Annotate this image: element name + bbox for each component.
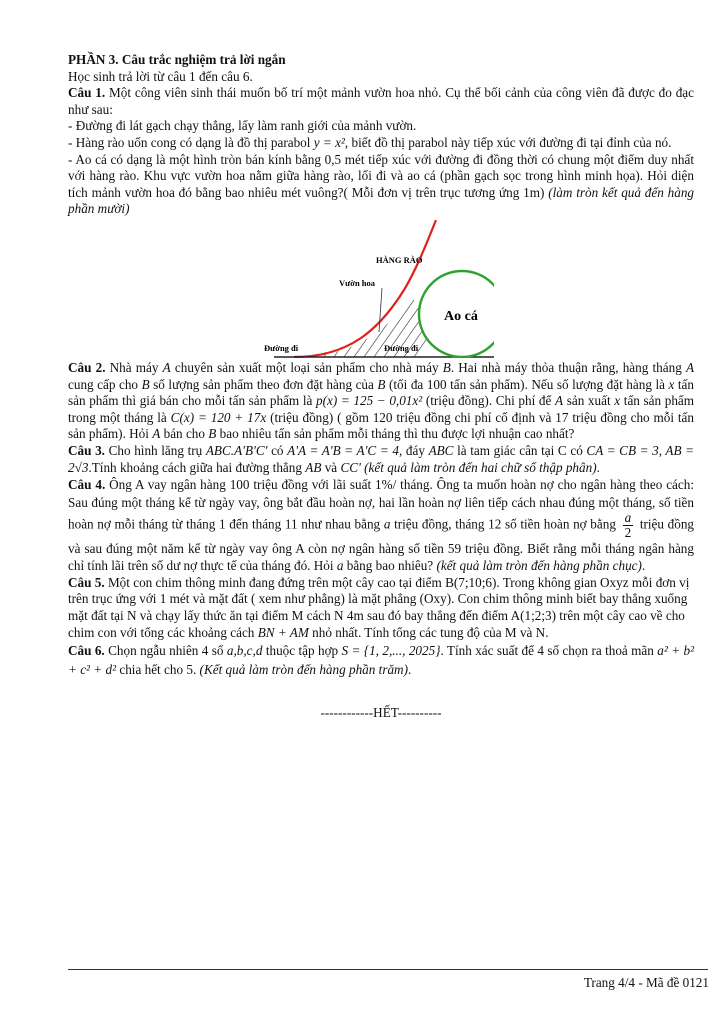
end-mark: ------------HẾT---------- xyxy=(320,705,442,721)
cost-function: C(x) = 120 + 17x xyxy=(170,409,267,425)
q1-bullet-3: - Ao cá có dạng là một hình tròn bán kính bằng 0,5 mét tiếp xúc với đường đi đồng thời có chung một điểm duy nhất với hàng rào. Khu vực vườn hoa nằm giữa hàng rào, lối đi và ao cá (phần gạch sọc trong hình minh họa). Hỏi diện tích mảnh vườn hoa đó bằng bao nhiêu mét vuông?( Mỗi đơn vị trên trục tương ứng 1m) (làm tròn kết quả đến hàng phần mười) xyxy=(68,151,695,217)
garden-illustration xyxy=(254,220,494,358)
fence-label: HÀNG RÀO xyxy=(376,254,423,265)
section-title: PHẦN 3. Câu trắc nghiệm trả lời ngắn xyxy=(68,52,286,67)
question-3: Câu 3. Cho hình lăng trụ ABC.A'B'C' có A'A = A'B = A'C = 4, đáy ABC là tam giác cân tại C có CA = CB = 3, AB = 2√3.Tính khoảng cách giữa hai đường thẳng AB và CC' (kết quả làm tròn đến hai chữ số thập phân). xyxy=(68,442,695,475)
garden-pointer xyxy=(379,288,382,332)
question-1: Câu 1. Một công viên sinh thái muốn bố trí một mảnh vườn hoa nhỏ. Cụ thể bối cảnh của công viên đã được đo đạc như sau: xyxy=(68,85,695,117)
question-label: Câu 1. xyxy=(68,85,106,101)
q1-figure xyxy=(68,220,694,358)
price-function: p(x) = 125 − 0,01x² xyxy=(315,393,423,409)
road-label-left: Đường đi xyxy=(264,342,299,353)
fence-curve xyxy=(294,220,436,357)
parabol-equation: y = x² xyxy=(313,134,345,150)
question-label: Câu 3. xyxy=(68,442,105,458)
road-label-right: Đường đi xyxy=(384,342,419,353)
garden-label: Vườn hoa xyxy=(339,277,376,288)
pond-label: Ao cá xyxy=(444,308,478,324)
fraction-a-over-2: $\frac{a}{2}$ xyxy=(624,509,632,540)
question-6: Câu 6. Chọn ngẫu nhiên 4 số a,b,c,d thuộc tập hợp S = {1, 2,..., 2025}. Tính xác suất để 4 số chọn ra thoả mãn a² + b² + c² + d² chia hết cho 5. (Kết quả làm tròn đến hàng phần trăm). xyxy=(68,643,695,678)
exam-page xyxy=(68,52,694,722)
question-2: Câu 2. Nhà máy A chuyên sản xuất một loại sản phẩm cho nhà máy B. Hai nhà máy thỏa thuận rằng, hàng tháng A cung cấp cho B số lượng sản phẩm theo đơn đặt hàng của B (tối đa 100 tấn sản phẩm). Nếu số lượng đặt hàng là x tấn sản phẩm thì giá bán cho mỗi tấn sản phẩm là p(x) = 125 − 0,01x² (triệu đồng). Chi phí để A sản xuất x tấn sản phẩm trong một tháng là C(x) = 120 + 17x (triệu đồng) ( gồm 120 triệu đồng chi phí cố định và 17 triệu đồng cho mỗi tấn sản phẩm). Hỏi A bán cho B bao nhiêu tấn sản phẩm mỗi tháng thì thu được lợi nhuận cao nhất? xyxy=(68,359,695,442)
page-footer: Trang 4/4 - Mã đề 0121 xyxy=(583,975,709,990)
q1-bullet-1: - Đường đi lát gạch chạy thẳng, lấy làm ranh giới của mảnh vườn. xyxy=(68,118,417,134)
question-label: Câu 4. xyxy=(68,477,106,493)
question-5: Câu 5. Một con chim thông minh đang đứng trên một cây cao tại điểm B(7;10;6). Trong không gian Oxyz mỗi đơn vị trên trục ứng với 1 mét và mặt đất ( xem như phẳng) là mặt phẳng (Oxy). Con chim thông minh biết bay thẳng xuống mặt đất tại N và chạy lấy thức ăn tại điểm M cách N 4m sau đó bay thẳng đến điểm A(1;2;3) trên một cây cao về cho chim con với tổng các khoảng cách BN + AM nhỏ nhất. Tính tổng các tung độ của M và N. xyxy=(68,574,690,640)
question-4: Câu 4. Ông A vay ngân hàng 100 triệu đồng với lãi suất 1%/ tháng. Ông ta muốn hoàn nợ cho ngân hàng theo cách: Sau đúng một tháng kể từ ngày vay, ông bắt đầu hoàn nợ, hai lần hoàn nợ liên tiếp cách nhau đúng một tháng, số tiền hoàn nợ mỗi tháng từ tháng 1 đến tháng 11 như nhau bằng a triệu đồng, tháng 12 số tiền hoàn nợ bằng $\frac{a}{2}$ triệu đồng và sau đúng một năm kể từ ngày vay ông A còn nợ ngân hàng số tiền 59 triệu đồng. Biết rằng mỗi tháng ngân hàng chỉ tính lãi trên số dư nợ thực tế của tháng đó. Hỏi a bằng bao nhiêu? (kết quả làm tròn đến hàng phần chục). xyxy=(68,477,695,574)
footer-divider xyxy=(68,969,708,970)
q1-bullet-2: - Hàng rào uốn cong có dạng là đồ thị parabol y = x², biết đồ thị parabol này tiếp xúc với đường đi tại đỉnh của nó. xyxy=(68,134,672,150)
question-label: Câu 5. xyxy=(68,574,105,590)
section-intro: Học sinh trả lời từ câu 1 đến câu 6. xyxy=(68,68,253,84)
question-label: Câu 6. xyxy=(68,643,105,659)
question-label: Câu 2. xyxy=(68,359,106,375)
